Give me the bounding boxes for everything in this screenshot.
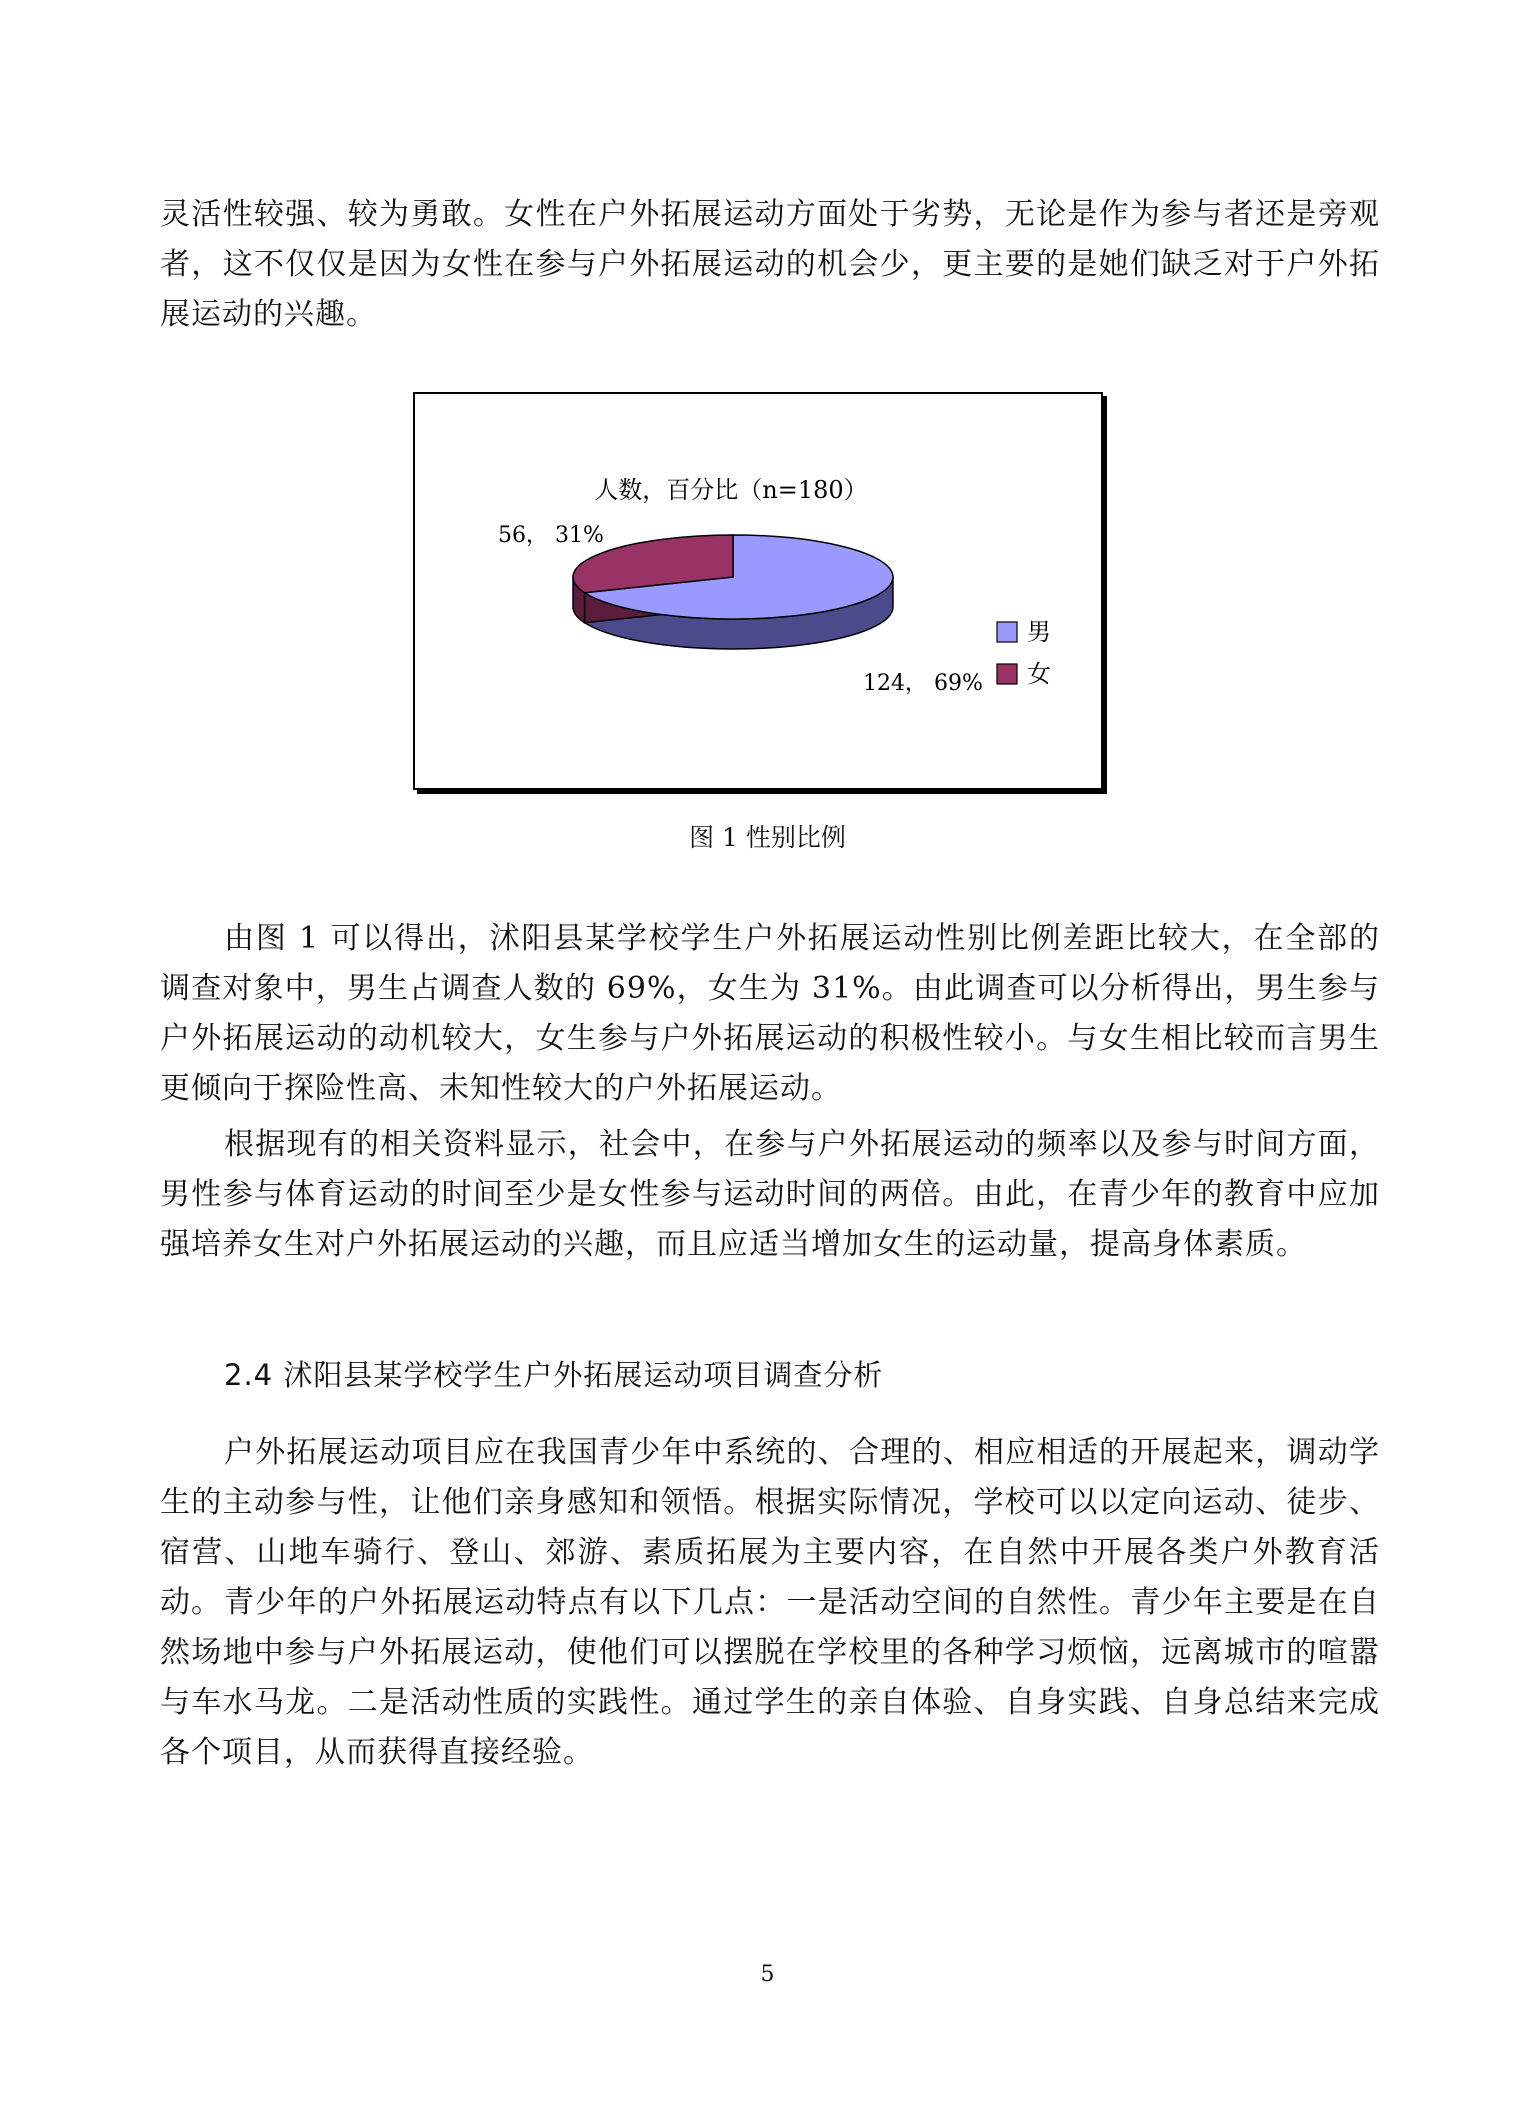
paragraph-1: 灵活性较强、较为勇敢。女性在户外拓展运动方面处于劣势，无论是作为参与者还是旁观者，这不仅仅是因为女性在参与户外拓展运动的机会少，更主要的是她们缺乏对于户外拓展运动的兴趣。: [160, 197, 1380, 332]
paragraph-4: 户外拓展运动项目应在我国青少年中系统的、合理的、相应相适的开展起来，调动学生的主动参与性，让他们亲身感知和领悟。根据实际情况，学校可以以定向运动、徒步、宿营、山地车骑行、登山、郊游、素质拓展为主要内容，在自然中开展各类户外教育活动。: [160, 1435, 1380, 1620]
legend-item-female-label: 女: [1027, 660, 1051, 688]
chart-legend: [997, 618, 1051, 688]
paragraph-2: 由图 1 可以得出，沭阳县某学校学生户外拓展运动性别比例差距比较大，在全部的调查对象中，男生占调查人数的 69%，女生为 31%。由此调查可以分析得出，男生参与户外拓展运动的动机较大，女生参与户外拓展运动的积极性较小。与女生相比较而言男生更倾向于探险性高、未知性较大的户外拓展运动。: [160, 921, 1380, 1106]
data-label-male: 124， 69%: [863, 671, 983, 696]
data-label-female: 56， 31%: [498, 523, 604, 548]
legend-item-female-swatch: [997, 664, 1017, 684]
chart-canvas: [413, 392, 1103, 790]
page-number: 5: [760, 1962, 775, 1987]
legend-item-male-label: 男: [1027, 618, 1051, 646]
paragraph-5: 青少年的户外拓展运动特点有以下几点：一是活动空间的自然性。青少年主要是在自然场地中参与户外拓展运动，使他们可以摆脱在学校里的各种学习烦恼，远离城市的喧嚣与车水马龙。二是活动性质的实践性。通过学生的亲自体验、自身实践、自身总结来完成各个项目，从而获得直接经验。: [160, 1585, 1380, 1770]
pie-group: [573, 535, 893, 649]
chart-title: 人数，百分比（n=180）: [594, 476, 868, 504]
section-heading: 2.4 沭阳县某学校学生户外拓展运动项目调查分析: [224, 1358, 884, 1392]
paragraph-3: 根据现有的相关资料显示，社会中，在参与户外拓展运动的频率以及参与时间方面，男性参与体育运动的时间至少是女性参与运动时间的两倍。由此，在青少年的教育中应加强培养女生对户外拓展运动的兴趣，而且应适当增加女生的运动量，提高身体素质。: [160, 1127, 1380, 1262]
legend-item-male-swatch: [997, 622, 1017, 642]
gender-pie-chart: [413, 392, 1103, 790]
figure-caption: 图 1 性别比例: [689, 823, 846, 852]
